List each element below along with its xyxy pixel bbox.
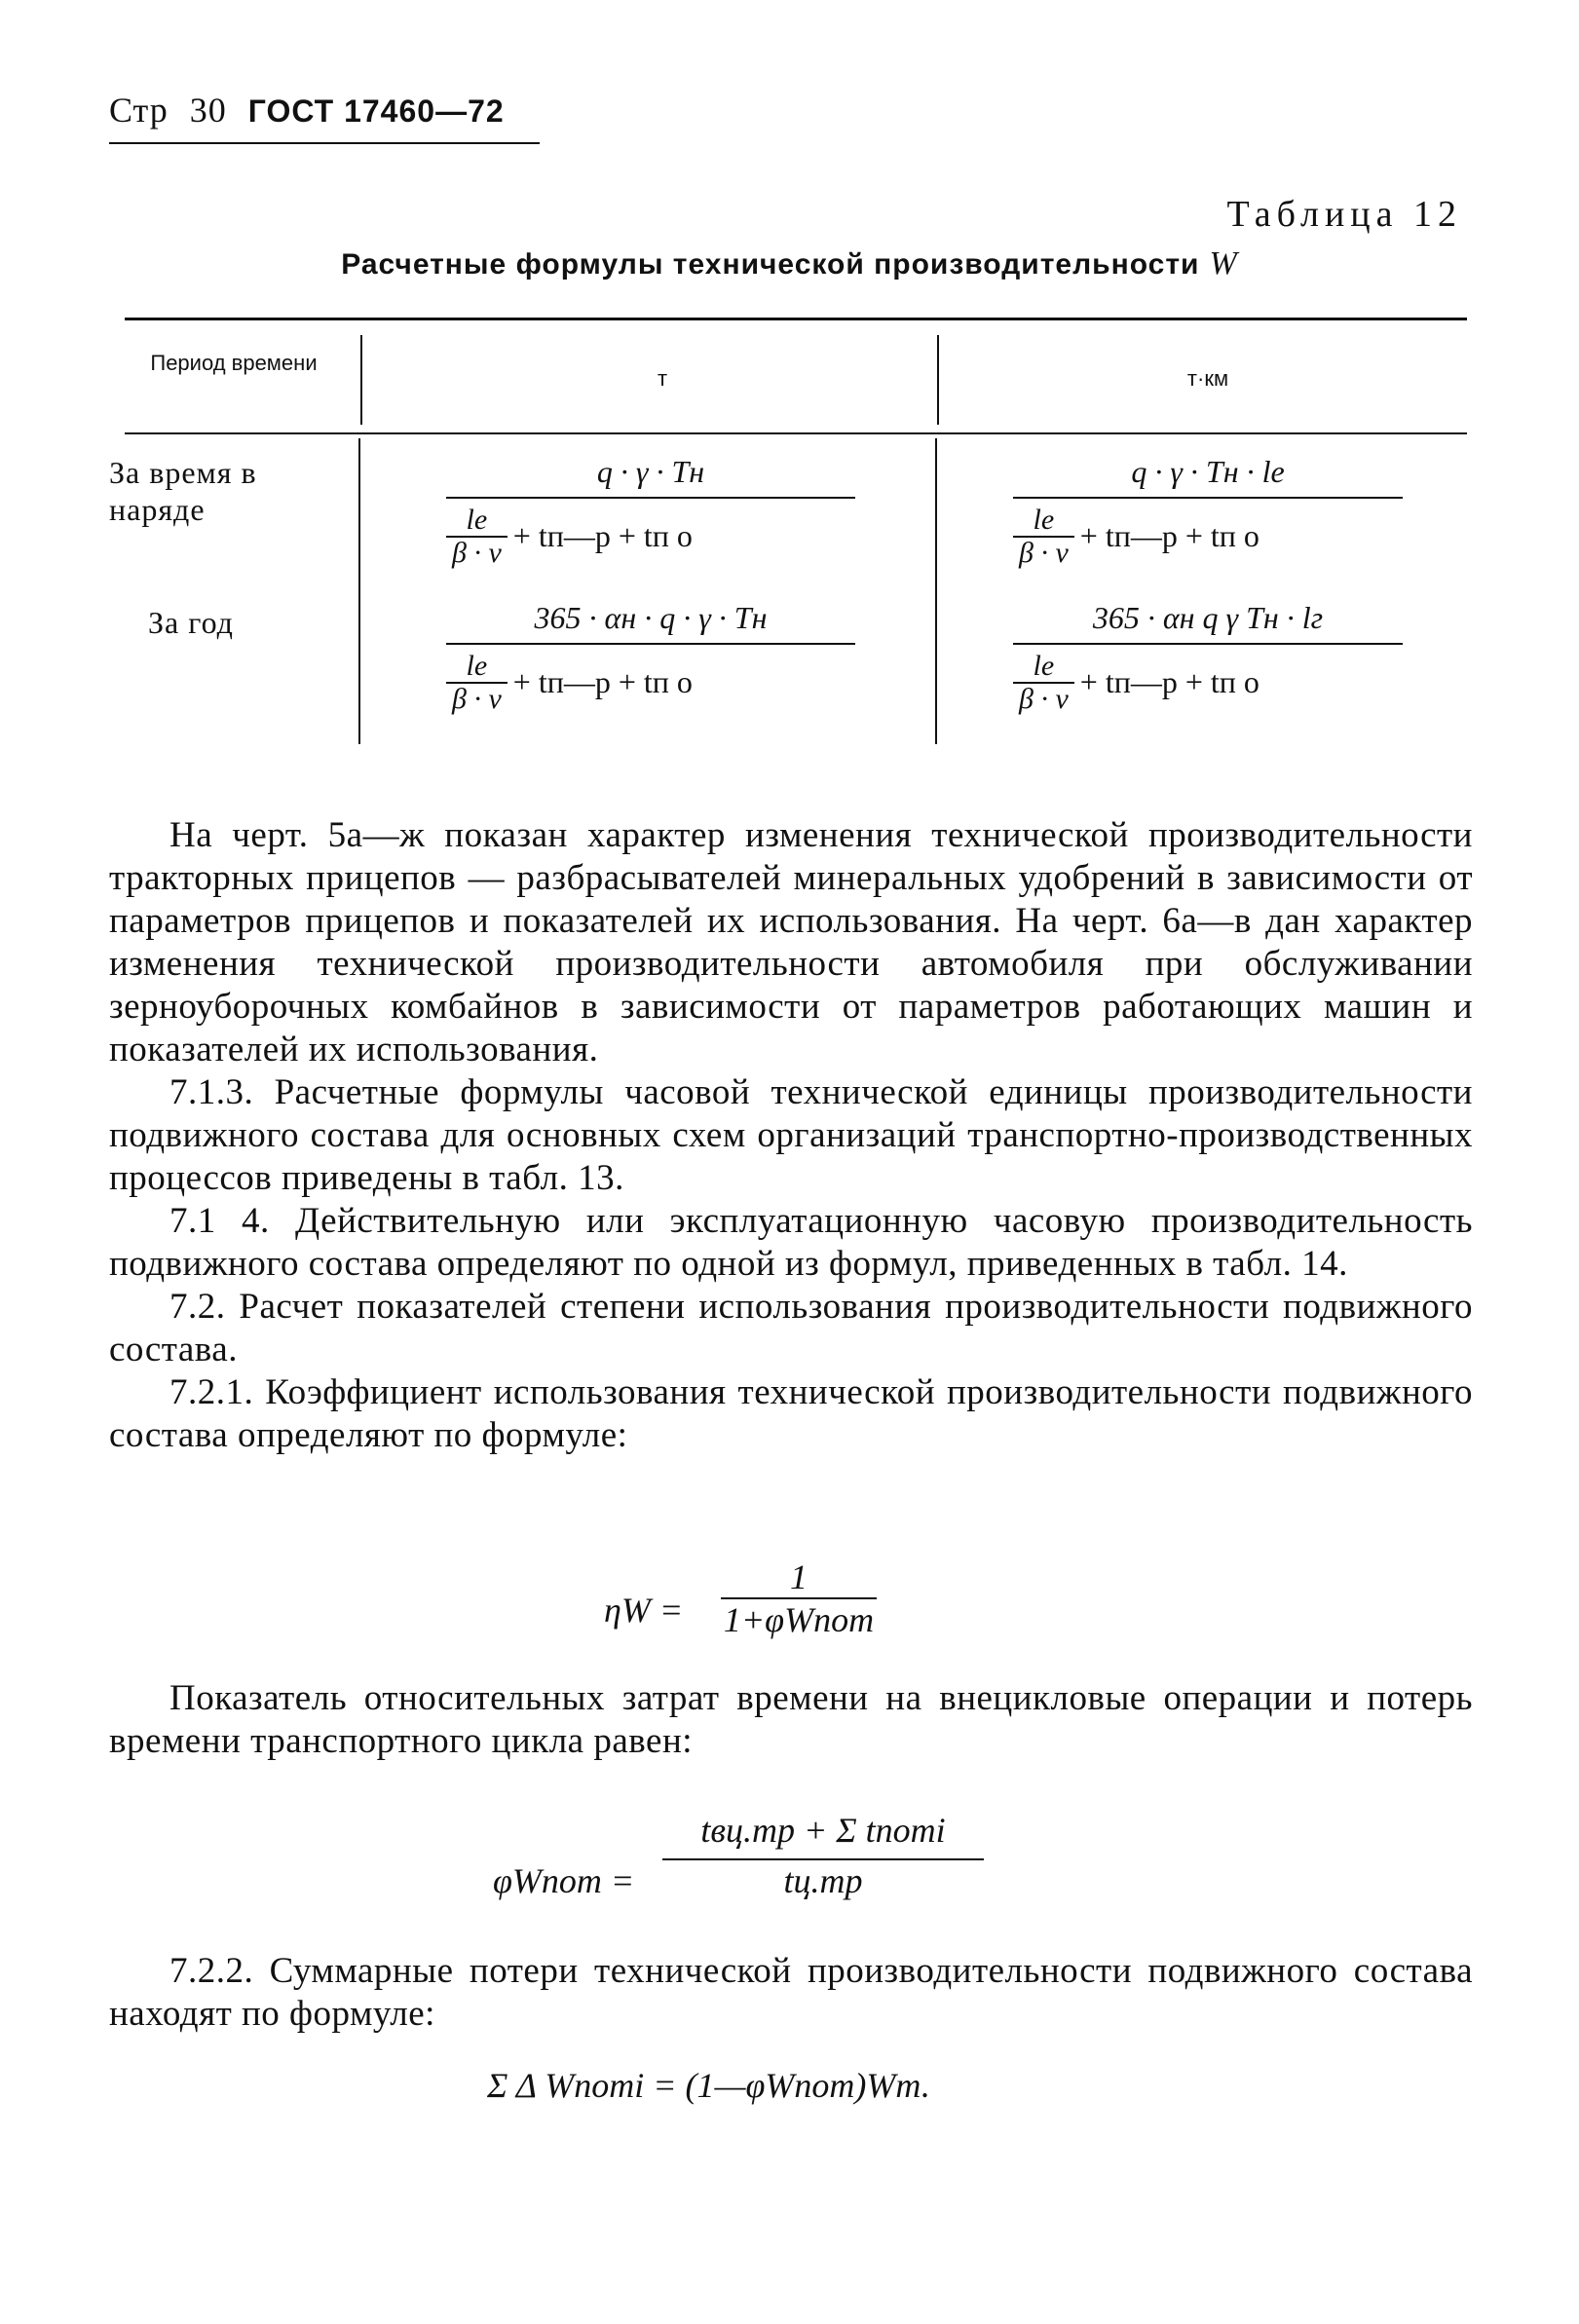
col-header-t: т bbox=[657, 366, 668, 391]
formula-phi-lhs: φWпот = bbox=[493, 1861, 635, 1900]
formula-year-tkm bbox=[1013, 600, 1403, 727]
table-label: Таблица 12 bbox=[1226, 194, 1462, 235]
page-header bbox=[109, 90, 505, 131]
inner-den: β · v bbox=[452, 682, 502, 715]
inner-num: lе bbox=[1013, 505, 1074, 538]
formula-year-t bbox=[446, 600, 855, 727]
row-label-year: За год bbox=[148, 605, 234, 640]
inner-fraction bbox=[446, 651, 508, 714]
formula-numerator: 365 · αн · q · γ · Tн bbox=[534, 600, 768, 635]
page-number: 30 bbox=[189, 91, 227, 130]
paragraph-4: 7.2. Расчет показателей степени использования производительности подвижного состава. bbox=[109, 1287, 1473, 1369]
inner-fraction bbox=[1013, 505, 1074, 568]
col-header-tkm: т·км bbox=[1186, 366, 1229, 391]
table-title-text: Расчетные формулы технической производительности bbox=[341, 248, 1200, 281]
inner-num: lе bbox=[446, 505, 508, 538]
formula-eta-fraction bbox=[721, 1556, 877, 1640]
paragraph-2: 7.1.3. Расчетные формулы часовой технической единицы производительности подвижного состава для основных схем организаций транспортно-производственных процессов приведены в табл. 13. bbox=[109, 1072, 1473, 1198]
formula-loss: Σ Δ Wпотi = (1—φWпот)Wт. bbox=[487, 2066, 930, 2105]
table-top-rule bbox=[125, 318, 1467, 320]
row-label-shift: За время в наряде bbox=[109, 455, 257, 528]
formula-numerator: q · γ · Tн bbox=[596, 454, 705, 489]
formula-eta-num: 1 bbox=[790, 1557, 808, 1596]
paragraph-1: На черт. 5а—ж показан характер изменения технической производительности тракторных прицепов — разбрасывателей минеральных удобрений в зависимости от параметров прицепов и показателей их использования. На черт. 6а—в дан характер изменения технической производительности автомобиля при обслуживании зерноуборочных комбайнов в зависимости от параметров работающих машин и показателей их использования. bbox=[109, 815, 1473, 1069]
body-divider-2 bbox=[935, 438, 937, 744]
formula-phi-fraction bbox=[662, 1810, 984, 1901]
paragraph-7: 7.2.2. Суммарные потери технической производительности подвижного состава находят по формуле: bbox=[109, 1951, 1473, 2034]
inner-fraction bbox=[1013, 651, 1074, 714]
fraction-bar bbox=[446, 497, 855, 499]
table-title bbox=[0, 245, 1579, 282]
formula-eta-lhs: ηW = bbox=[604, 1591, 684, 1630]
denominator-tail: + tп—р + tп о bbox=[512, 664, 693, 699]
table-header-rule bbox=[125, 432, 1467, 434]
formula-numerator: 365 · αн q γ Tн · lг bbox=[1092, 600, 1324, 635]
denominator-tail: + tп—р + tп о bbox=[1079, 518, 1259, 553]
formula-phi-den: tц.тр bbox=[783, 1861, 863, 1900]
col-header-period: Период времени bbox=[150, 351, 318, 375]
header-divider-1 bbox=[360, 335, 362, 425]
denominator-tail: + tп—р + tп о bbox=[1079, 664, 1259, 699]
inner-den: β · v bbox=[1019, 682, 1069, 715]
formula-denominator bbox=[446, 505, 698, 568]
formula-phi-num: tвц.тр + Σ tпотi bbox=[700, 1811, 946, 1850]
inner-num: lе bbox=[446, 651, 508, 684]
body-divider-1 bbox=[358, 438, 360, 744]
standard-code: ГОСТ 17460—72 bbox=[247, 94, 505, 129]
fraction-bar bbox=[446, 643, 855, 645]
table-title-symbol: W bbox=[1209, 245, 1238, 281]
body-text-block-2 bbox=[109, 1677, 1473, 1763]
formula-denominator bbox=[446, 651, 698, 714]
formula-denominator bbox=[1013, 651, 1265, 714]
body-text-block-1 bbox=[109, 814, 1473, 1457]
paragraph-6: Показатель относительных затрат времени на внецикловые операции и потерь времени транспортного цикла равен: bbox=[109, 1678, 1473, 1761]
inner-den: β · v bbox=[1019, 536, 1069, 569]
header-underline bbox=[109, 142, 540, 144]
fraction-bar bbox=[1013, 643, 1403, 645]
page-prefix: Стр bbox=[109, 91, 169, 130]
formula-shift-t bbox=[446, 454, 855, 581]
header-divider-2 bbox=[937, 335, 939, 425]
inner-num: lе bbox=[1013, 651, 1074, 684]
formula-numerator: q · γ · Tн · lе bbox=[1131, 454, 1285, 489]
formula-denominator bbox=[1013, 505, 1265, 568]
formula-eta-den: 1+φWпот bbox=[723, 1600, 875, 1639]
denominator-tail: + tп—р + tп о bbox=[512, 518, 693, 553]
paragraph-3: 7.1 4. Действительную или эксплуатационную часовую производительность подвижного состава определяют по одной из формул, приведенных в табл. 14. bbox=[109, 1201, 1473, 1284]
paragraph-5: 7.2.1. Коэффициент использования технической производительности подвижного состава определяют по формуле: bbox=[109, 1372, 1473, 1455]
formula-shift-tkm bbox=[1013, 454, 1403, 581]
inner-fraction bbox=[446, 505, 508, 568]
fraction-bar bbox=[1013, 497, 1403, 499]
inner-den: β · v bbox=[452, 536, 502, 569]
body-text-block-3 bbox=[109, 1950, 1473, 2036]
